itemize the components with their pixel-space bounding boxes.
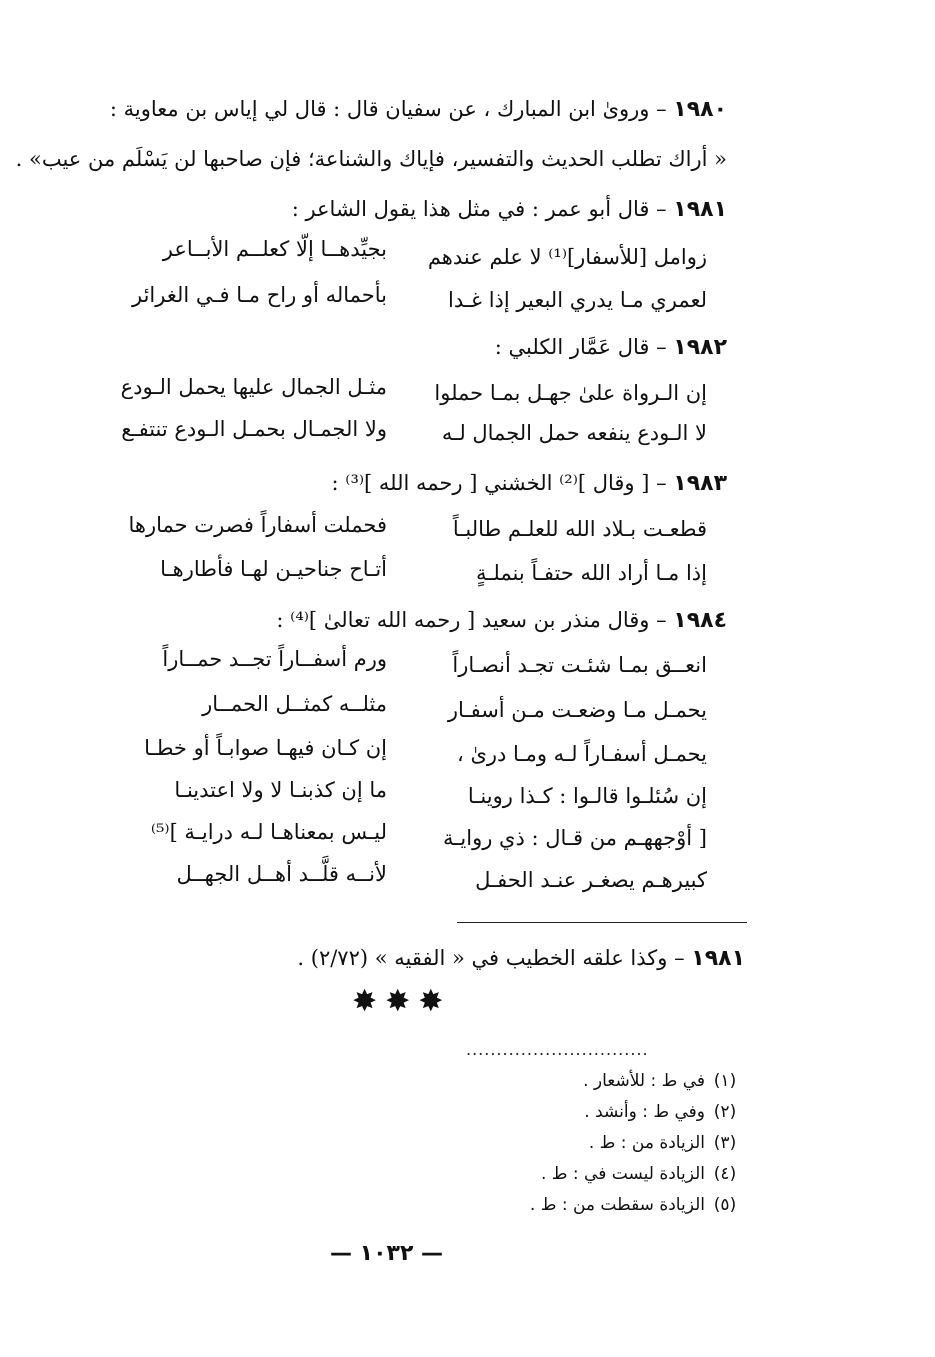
- verse-left: مثلــه كمثــل الحمــار: [202, 692, 387, 716]
- footnote-text: الزيادة ليست في : ط .: [540, 1164, 705, 1184]
- entry-text: – قال أبو عمر : في مثل هذا يقول الشاعر :: [291, 197, 674, 221]
- footnote: [530, 1192, 745, 1218]
- verse-right: إن الـرواة علىٰ جهـل بمـا حملوا: [434, 381, 707, 405]
- entry-1980-cont: [16, 142, 727, 176]
- entry-number: ١٩٨١: [673, 197, 727, 222]
- separator-line: [457, 922, 747, 923]
- verse-left: فحملت أسفاراً فصرت حمارها: [128, 513, 387, 537]
- footnote-number: (٥): [713, 1195, 737, 1215]
- entry-text: – [ وقال ]⁽²⁾ الخشني [ رحمه الله ]⁽³⁾ :: [331, 471, 674, 495]
- verse-left: ورم أسفــاراً تجــد حمــاراً: [162, 647, 387, 671]
- footnote: [589, 1130, 745, 1156]
- verse-left: أتـاح جناحيـن لهـا فأطارهـا: [160, 557, 387, 581]
- verse-right: [ أوْجههـم من قـال : ذي روايـة: [442, 826, 707, 850]
- verse-right: لعمري مـا يدري البعير إذا غـدا: [448, 288, 707, 312]
- verse-right: لا الـودع ينفعه حمل الجمال لـه: [441, 421, 707, 445]
- verse-left: ما إن كذبنـا لا ولا اعتدينـا: [174, 778, 387, 802]
- page-number: — ١٠٣٢ —: [330, 1241, 444, 1266]
- entry-number: ١٩٨٠: [673, 97, 727, 122]
- entry-number: ١٩٨٣: [673, 471, 727, 496]
- verse-right: قطعـت بـلاد الله للعلـم طالبـاً: [452, 517, 707, 541]
- footnote-divider: ..............................: [466, 1040, 649, 1059]
- verse-left: بجيِّدهــا إلّا كعلــم الأبــاعر: [162, 237, 387, 261]
- verse-left: لأنــه قلَّــد أهــل الجهــل: [176, 862, 387, 886]
- footnote-number: (٢): [713, 1102, 737, 1122]
- note-1981: [297, 941, 745, 976]
- entry-text: – قال عَمَّار الكلبي :: [494, 335, 674, 359]
- verse-right: كبيرهـم يصغـر عنـد الحفـل: [475, 868, 707, 892]
- entry-number: ١٩٨٤: [673, 608, 727, 633]
- entry-1982: [495, 330, 727, 365]
- verse-right: يحمـل أسفـاراً لـه ومـا درىٰ ،: [456, 742, 707, 766]
- entry-number: ١٩٨٢: [673, 335, 727, 360]
- verse-left: إن كـان فيهـا صوابـاً أو خطـا: [144, 736, 387, 760]
- footnote-text: وفي ط : وأنشد .: [584, 1102, 705, 1122]
- verse-left: ليـس بمعناهـا لـه درايـة ]⁽⁵⁾: [150, 820, 387, 844]
- entry-1983: [332, 466, 727, 501]
- entry-1981: [292, 192, 727, 227]
- footnote-number: (٤): [713, 1164, 737, 1184]
- footnote-number: (١): [713, 1071, 737, 1091]
- verse-right: إذا مـا أراد الله حتفـاً بنملـةٍ: [476, 561, 707, 585]
- verse-left: ولا الجمـال بحمـل الـودع تنتفـع: [121, 417, 387, 441]
- footnote-text: الزيادة من : ط .: [588, 1133, 705, 1153]
- entry-text: – وقال منذر بن سعيد [ رحمه الله تعالىٰ ]⁽⁴⁾ :: [276, 608, 674, 632]
- verse-right: إن سُئلـوا قالـوا : كـذا روينـا: [467, 784, 707, 808]
- entry-text: « أراك تطلب الحديث والتفسير، فإياك والشناعة؛ فإن صاحبها لن يَسْلَم من عيب» .: [15, 147, 727, 171]
- ornament-stars: ✸✸✸: [352, 984, 452, 1019]
- entry-text: – وروىٰ ابن المبارك ، عن سفيان قال : قال لي إياس بن معاوية :: [109, 97, 674, 121]
- verse-left: مثـل الجمال عليها يحمل الـودع: [120, 375, 387, 399]
- footnote: [583, 1068, 745, 1094]
- entry-1984: [276, 603, 727, 638]
- footnote-text: الزيادة سقطت من : ط .: [529, 1195, 705, 1215]
- footnote-text: في ط : للأشعار .: [583, 1071, 705, 1091]
- footnote: [541, 1161, 745, 1187]
- verse-right: انعــق بمـا شئـت تجـد أنصـاراً: [452, 653, 707, 677]
- entry-1980: [87, 92, 727, 127]
- note-number: ١٩٨١: [691, 946, 745, 971]
- verse-right: زوامل [للأسفار]⁽¹⁾ لا علم عندهم: [427, 245, 707, 269]
- verse-right: يحمـل مـا وضعـت مـن أسفـار: [447, 698, 707, 722]
- note-text: – وكذا علقه الخطيب في « الفقيه » (٢/٧٢) .: [297, 946, 692, 970]
- footnote-number: (٣): [713, 1133, 737, 1153]
- verse-left: بأحماله أو راح مـا فـي الغرائر: [131, 283, 387, 307]
- footnote: [584, 1099, 745, 1125]
